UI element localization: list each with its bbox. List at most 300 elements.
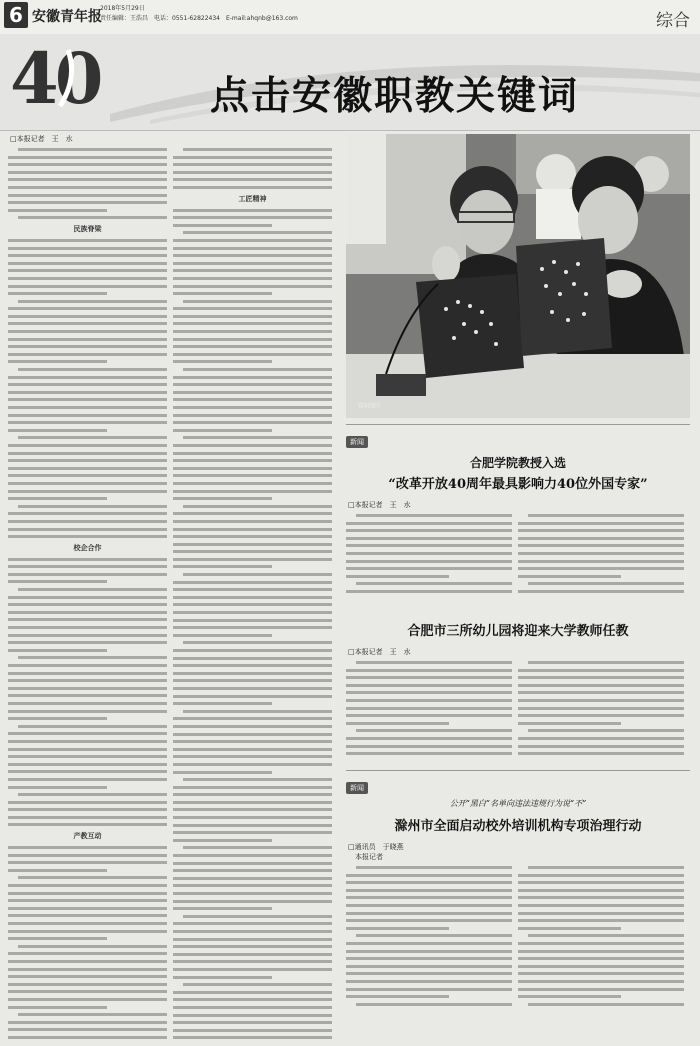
text-line	[173, 945, 332, 948]
story-4-kicker: 公开“黑白”名单向违法违规行为说“不”	[449, 799, 587, 808]
text-line	[8, 702, 167, 705]
story-2-headline-line1: 合肥学院教授入选	[469, 456, 566, 470]
text-line	[173, 839, 272, 842]
text-line	[8, 770, 167, 773]
text-line	[8, 611, 167, 614]
text-line	[173, 702, 272, 705]
text-line	[346, 699, 512, 702]
text-line	[528, 866, 684, 869]
text-line	[346, 919, 512, 922]
story-4-column-2	[518, 866, 684, 1010]
text-line	[356, 1003, 512, 1006]
text-line	[8, 315, 167, 318]
text-line	[8, 649, 107, 652]
text-line	[18, 148, 167, 151]
text-line	[8, 717, 107, 720]
text-line	[346, 988, 512, 991]
text-line	[346, 676, 512, 679]
text-line	[173, 968, 332, 971]
text-line	[173, 938, 332, 941]
text-line	[8, 930, 167, 933]
text-line	[18, 300, 167, 303]
photo-credit: 资料图片	[358, 403, 383, 410]
text-line	[173, 611, 332, 614]
text-line	[8, 641, 167, 644]
text-line	[18, 505, 167, 508]
text-line	[8, 277, 167, 280]
text-line	[346, 714, 512, 717]
text-line	[173, 467, 332, 470]
text-line	[8, 497, 107, 500]
text-line	[346, 537, 512, 540]
text-line	[8, 634, 167, 637]
text-line	[173, 224, 272, 227]
text-line	[173, 421, 332, 424]
text-line	[173, 831, 332, 834]
text-line	[173, 322, 332, 325]
story-4-tag: 新闻	[346, 782, 368, 794]
text-line	[18, 436, 167, 439]
text-line	[346, 737, 512, 740]
text-line	[173, 763, 332, 766]
text-line	[173, 953, 332, 956]
text-line	[8, 664, 167, 667]
text-line	[8, 421, 167, 424]
text-line	[173, 657, 332, 660]
text-line	[356, 582, 512, 585]
text-line	[183, 778, 332, 781]
text-line	[8, 171, 167, 174]
anniversary-logo: 40	[10, 37, 100, 120]
text-line	[173, 353, 332, 356]
text-line	[8, 626, 167, 629]
text-line	[8, 861, 167, 864]
text-line	[173, 740, 332, 743]
text-line	[346, 684, 512, 687]
text-line	[8, 558, 167, 561]
text-line	[173, 854, 332, 857]
text-line	[183, 148, 332, 151]
text-line	[173, 930, 332, 933]
text-line	[173, 1021, 332, 1024]
text-line	[346, 896, 512, 899]
text-line	[518, 942, 684, 945]
text-line	[173, 748, 332, 751]
text-line	[8, 823, 167, 826]
text-line	[173, 528, 332, 531]
text-line	[8, 262, 167, 265]
text-line	[173, 626, 332, 629]
text-line	[8, 565, 167, 568]
text-line	[173, 178, 332, 181]
text-line	[173, 376, 332, 379]
text-line	[518, 669, 684, 672]
text-line	[346, 707, 512, 710]
lead-subheading: 民族脊梁	[73, 224, 102, 233]
text-line	[173, 998, 332, 1001]
text-line	[8, 732, 167, 735]
text-line	[8, 786, 107, 789]
text-line	[518, 552, 684, 555]
text-line	[8, 163, 167, 166]
text-line	[173, 292, 272, 295]
story-4-headline: 滁州市全面启动校外培训机构专项治理行动	[394, 819, 642, 834]
text-line	[346, 560, 512, 563]
text-line	[346, 957, 512, 960]
text-line	[8, 990, 167, 993]
text-line	[518, 972, 684, 975]
text-line	[173, 459, 332, 462]
text-line	[518, 881, 684, 884]
text-line	[8, 748, 167, 751]
text-line	[8, 998, 167, 1001]
text-line	[8, 459, 167, 462]
text-line	[173, 892, 332, 895]
text-line	[346, 722, 449, 725]
text-line	[8, 194, 167, 197]
text-line	[8, 854, 167, 857]
text-line	[173, 209, 332, 212]
story-3-body	[346, 661, 690, 761]
story-3	[346, 620, 690, 761]
text-line	[173, 444, 332, 447]
lead-subheading: 校企合作	[73, 543, 102, 552]
text-line	[8, 763, 167, 766]
story-2-byline: □本报记者 王 水	[348, 501, 411, 509]
text-line	[8, 952, 167, 955]
text-line	[8, 740, 167, 743]
text-line	[528, 729, 684, 732]
text-line	[173, 482, 332, 485]
text-line	[173, 596, 332, 599]
story-3-column-1	[346, 661, 512, 760]
text-line	[346, 904, 512, 907]
text-line	[173, 383, 332, 386]
text-line	[173, 398, 332, 401]
text-line	[8, 679, 167, 682]
text-line	[8, 512, 167, 515]
date-line: 2018年5月29日	[100, 5, 145, 12]
text-line	[173, 687, 332, 690]
text-line	[173, 1006, 332, 1009]
text-line	[173, 793, 332, 796]
text-line	[183, 505, 332, 508]
story-2-column-1	[346, 514, 512, 598]
text-line	[8, 292, 107, 295]
text-line	[173, 163, 332, 166]
text-line	[8, 884, 167, 887]
text-line	[8, 710, 167, 713]
text-line	[18, 656, 167, 659]
text-line	[346, 522, 512, 525]
text-line	[183, 436, 332, 439]
news-photo	[346, 134, 690, 418]
text-line	[8, 975, 167, 978]
text-line	[8, 452, 167, 455]
text-line	[8, 490, 167, 493]
text-line	[8, 672, 167, 675]
text-line	[173, 285, 332, 288]
text-line	[518, 691, 684, 694]
text-line	[8, 1036, 167, 1039]
text-line	[173, 695, 332, 698]
text-line	[8, 755, 167, 758]
text-line	[518, 544, 684, 547]
lead-subheading: 工匠精神	[238, 194, 267, 203]
text-line	[183, 368, 332, 371]
photo-students-illustration	[346, 134, 690, 418]
text-line	[173, 664, 332, 667]
text-line	[346, 669, 512, 672]
lead-byline: □本报记者 王 水	[10, 135, 73, 143]
story-3-column-2	[518, 661, 684, 760]
text-line	[173, 1014, 332, 1017]
text-line	[346, 912, 512, 915]
text-line	[8, 1021, 167, 1024]
text-line	[518, 684, 684, 687]
text-line	[8, 254, 167, 257]
page-title: 点击安徽职教关键词	[210, 73, 580, 119]
text-line	[518, 904, 684, 907]
text-line	[173, 588, 332, 591]
story-4-body	[346, 866, 690, 1016]
text-line	[173, 360, 272, 363]
text-line	[8, 960, 167, 963]
text-line	[173, 277, 332, 280]
text-line	[173, 391, 332, 394]
text-line	[518, 567, 684, 570]
story-4	[346, 770, 690, 1016]
text-line	[8, 520, 167, 523]
text-line	[183, 983, 332, 986]
text-line	[518, 912, 684, 915]
text-line	[18, 216, 167, 219]
text-line	[173, 733, 332, 736]
text-line	[173, 1029, 332, 1032]
story-4-byline: □通讯员 于晓燕 本报记者	[348, 843, 404, 861]
text-line	[8, 383, 167, 386]
text-line	[173, 877, 332, 880]
text-line	[518, 522, 684, 525]
text-line	[8, 391, 167, 394]
text-line	[173, 550, 332, 553]
text-line	[8, 528, 167, 531]
text-line	[183, 710, 332, 713]
text-line	[18, 725, 167, 728]
text-line	[173, 269, 332, 272]
text-line	[173, 960, 332, 963]
text-line	[8, 922, 167, 925]
text-line	[518, 699, 684, 702]
text-line	[518, 874, 684, 877]
text-line	[173, 786, 332, 789]
text-line	[173, 884, 332, 887]
text-line	[173, 869, 332, 872]
text-line	[173, 922, 332, 925]
text-line	[173, 315, 332, 318]
text-line	[8, 907, 167, 910]
text-line	[8, 307, 167, 310]
text-line	[173, 603, 332, 606]
text-line	[173, 976, 272, 979]
text-line	[518, 950, 684, 953]
text-line	[346, 942, 512, 945]
text-line	[8, 1028, 167, 1031]
text-line	[356, 729, 512, 732]
text-line	[18, 945, 167, 948]
text-line	[8, 376, 167, 379]
text-line	[173, 801, 332, 804]
text-line	[8, 201, 167, 204]
text-line	[8, 285, 167, 288]
text-line	[518, 988, 684, 991]
text-line	[518, 590, 684, 593]
text-line	[8, 360, 107, 363]
text-line	[518, 737, 684, 740]
text-line	[8, 816, 167, 819]
text-line	[8, 914, 167, 917]
text-line	[173, 808, 332, 811]
text-line	[346, 745, 512, 748]
text-line	[346, 889, 512, 892]
text-line	[8, 573, 167, 576]
text-line	[8, 345, 167, 348]
story-2-tag: 新闻	[346, 436, 368, 448]
text-line	[346, 950, 512, 953]
text-line	[518, 714, 684, 717]
text-line	[8, 899, 167, 902]
text-line	[8, 801, 167, 804]
text-line	[518, 745, 684, 748]
text-line	[518, 889, 684, 892]
text-line	[173, 307, 332, 310]
text-line	[18, 1013, 167, 1016]
text-line	[173, 634, 272, 637]
text-line	[173, 429, 272, 432]
text-line	[346, 927, 449, 930]
text-line	[518, 722, 621, 725]
text-line	[173, 619, 332, 622]
story-2-body	[346, 514, 690, 600]
text-line	[173, 581, 332, 584]
text-line	[173, 771, 272, 774]
text-line	[356, 661, 512, 664]
text-line	[8, 937, 107, 940]
text-line	[8, 482, 167, 485]
text-line	[8, 474, 167, 477]
text-line	[346, 590, 512, 593]
text-line	[346, 965, 512, 968]
text-line	[8, 603, 167, 606]
logo-ribbon-graphic	[58, 48, 92, 108]
text-line	[173, 262, 332, 265]
paper-name: 安徽青年报	[32, 9, 102, 25]
lead-column-1	[8, 148, 167, 1039]
lead-column-2	[173, 148, 332, 1039]
text-line	[173, 672, 332, 675]
text-line	[173, 414, 332, 417]
text-line	[173, 907, 272, 910]
text-line	[173, 474, 332, 477]
text-line	[8, 186, 167, 189]
text-line	[346, 881, 512, 884]
text-line	[183, 846, 332, 849]
text-line	[8, 209, 107, 212]
text-line	[518, 927, 621, 930]
text-line	[173, 649, 332, 652]
text-line	[18, 368, 167, 371]
text-line	[8, 892, 167, 895]
text-line	[173, 755, 332, 758]
text-line	[528, 661, 684, 664]
text-line	[173, 330, 332, 333]
text-line	[8, 778, 167, 781]
text-line	[518, 995, 621, 998]
text-line	[173, 679, 332, 682]
text-line	[8, 269, 167, 272]
text-line	[8, 353, 167, 356]
text-line	[8, 467, 167, 470]
text-line	[173, 900, 332, 903]
story-2-divider	[346, 424, 690, 425]
text-line	[8, 338, 167, 341]
text-line	[173, 543, 332, 546]
text-line	[518, 752, 684, 755]
text-line	[173, 991, 332, 994]
text-line	[518, 980, 684, 983]
page-number: 6	[4, 2, 28, 28]
text-line	[346, 995, 449, 998]
text-line	[173, 239, 332, 242]
text-line	[8, 968, 167, 971]
text-line	[173, 520, 332, 523]
text-line	[346, 972, 512, 975]
text-line	[8, 596, 167, 599]
text-line	[173, 338, 332, 341]
story-4-divider	[346, 770, 690, 771]
text-line	[356, 866, 512, 869]
text-line	[518, 707, 684, 710]
text-line	[8, 846, 167, 849]
text-line	[8, 406, 167, 409]
text-line	[173, 490, 332, 493]
lead-subheading: 产教互动	[73, 832, 102, 841]
text-line	[8, 618, 167, 621]
text-line	[8, 178, 167, 181]
text-line	[528, 934, 684, 937]
text-line	[8, 247, 167, 250]
text-line	[346, 752, 512, 755]
text-line	[173, 452, 332, 455]
text-line	[518, 529, 684, 532]
text-line	[518, 965, 684, 968]
text-line	[8, 239, 167, 242]
text-line	[183, 573, 332, 576]
text-line	[173, 186, 332, 189]
text-line	[8, 694, 167, 697]
text-line	[173, 717, 332, 720]
story-3-headline: 合肥市三所幼儿园将迎来大学教师任教	[407, 624, 629, 639]
text-line	[356, 934, 512, 937]
text-line	[8, 444, 167, 447]
text-line	[173, 565, 272, 568]
text-line	[173, 558, 332, 561]
text-line	[173, 725, 332, 728]
text-line	[173, 512, 332, 515]
story-2-column-2	[518, 514, 684, 598]
text-line	[8, 414, 167, 417]
text-line	[346, 567, 512, 570]
